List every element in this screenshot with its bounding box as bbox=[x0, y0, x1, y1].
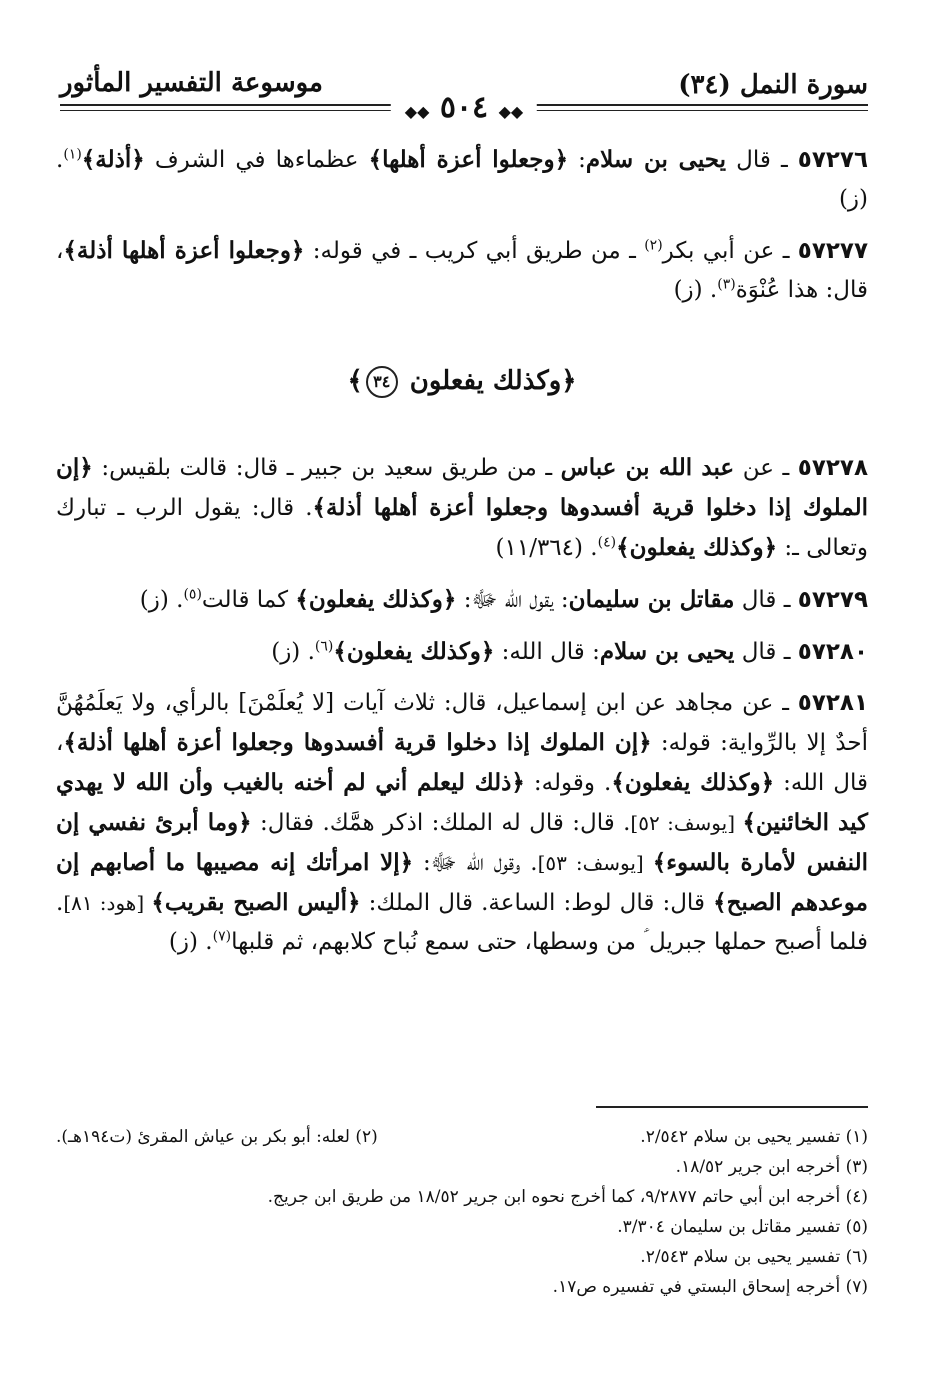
narrator-name: عبد الله بن عباس bbox=[560, 454, 735, 481]
narration-number: ٥٧٢٧٨ bbox=[797, 455, 868, 481]
narration-text: . (ز) bbox=[168, 929, 213, 955]
narration-number: ٥٧٢٧٩ bbox=[797, 587, 868, 613]
narration-text: . (ز) bbox=[56, 147, 868, 212]
ornament-icon: ◆◆ bbox=[498, 102, 524, 121]
verse-heading bbox=[56, 366, 868, 398]
narration-text: . (ز) bbox=[673, 277, 718, 303]
narrator-name: مقاتل بن سليمان bbox=[568, 586, 735, 613]
ornament-icon: ◆◆ bbox=[404, 102, 430, 121]
verse-text: ﴿وكذلك يفعلون bbox=[409, 366, 577, 396]
narration-57276 bbox=[56, 140, 868, 219]
footnote-row bbox=[56, 1122, 868, 1152]
narration-number: ٥٧٢٧٧ bbox=[797, 238, 868, 264]
narration-text: ـ عن أبي بكر bbox=[662, 238, 798, 264]
page-number-text: ٥٠٤ bbox=[439, 90, 489, 125]
narration-text: . وقوله: bbox=[524, 770, 612, 796]
narration-text: ـ قال bbox=[734, 587, 798, 613]
footnote-marker: (٤) bbox=[597, 534, 617, 551]
narration-text: . (ز) bbox=[139, 587, 184, 613]
narration-text: . فلما أصبح حملها جبريل ؑ من وسطها، حتى سمع نُباح كلابهم، ثم قلبها bbox=[56, 890, 868, 955]
verse-reference: [يوسف: ٥٣] bbox=[537, 851, 653, 875]
footnote-4: (٤) أخرجه ابن أبي حاتم ٩/٢٨٧٧، كما أخرج نحوه ابن جرير ١٨/٥٢ من طريق ابن جريج. bbox=[267, 1187, 868, 1207]
footnote-marker: (٢) bbox=[644, 237, 663, 254]
footnote-1: (١) تفسير يحيى بن سلام ٢/٥٤٢. bbox=[640, 1127, 868, 1147]
narration-text: ـ عن bbox=[734, 455, 798, 481]
narration-text: ـ من طريق أبي كريب ـ في قوله: bbox=[304, 238, 645, 264]
narration-text: : يقول الله ﷻ: bbox=[456, 587, 569, 613]
narration-57277 bbox=[56, 231, 868, 310]
footnotes bbox=[56, 1122, 868, 1302]
verse-reference: [هود: ٨١] bbox=[63, 891, 152, 915]
footnote-marker: (٥) bbox=[183, 586, 202, 603]
narration-text: ـ قال bbox=[734, 639, 798, 665]
main-text bbox=[56, 140, 868, 974]
page-number bbox=[391, 90, 537, 125]
quran-quote: ﴿أذلة﴾ bbox=[81, 146, 145, 173]
quran-quote: ﴿إن الملوك إذا دخلوا قرية أفسدوها وجعلوا أعزة أهلها أذلة﴾ bbox=[56, 454, 868, 521]
narrator-name: يحيى بن سلام bbox=[585, 146, 727, 173]
footnote-6: (٦) تفسير يحيى بن سلام ٢/٥٤٣. bbox=[640, 1247, 868, 1267]
quran-quote: ﴿وجعلوا أعزة أهلها﴾ bbox=[368, 146, 569, 173]
narration-text: ـ من طريق سعيد بن جبير ـ قال: قالت بلقيس: bbox=[92, 455, 561, 481]
quran-quote: ﴿إلا امرأتك إنه مصيبها ما أصابهم إن موعدهم الصبح﴾ bbox=[56, 849, 868, 916]
narration-number: ٥٧٢٧٦ bbox=[797, 147, 868, 173]
footnote-separator bbox=[596, 1106, 868, 1108]
narration-text: . قال: يقول الرب ـ تبارك وتعالى ـ: bbox=[56, 495, 868, 561]
ayah-number-icon: ٣٤ bbox=[366, 366, 398, 398]
narration-text: ، قال: هذا عُنْوَة bbox=[56, 238, 868, 303]
quran-quote: ﴿ذلك ليعلم أني لم أخنه بالغيب وأن الله لا يهدي كيد الخائنين﴾ bbox=[56, 769, 868, 836]
footnote-marker: (١) bbox=[63, 146, 82, 163]
verse-reference: [يوسف: ٥٢] bbox=[630, 811, 743, 835]
narration-text: . وقول الله ﷻ: bbox=[413, 850, 538, 876]
page-header bbox=[60, 60, 868, 125]
narration-text: ـ عن مجاهد عن ابن إسماعيل، قال: ثلاث آيات [لا يُعلَمْنَ] بالرأي، ولا يَعلَمُهُنَّ أحدٌ إلا بالرِّواية: قوله: bbox=[56, 690, 868, 756]
surah-title: سورة النمل (٣٤) bbox=[678, 70, 868, 100]
narration-text: : bbox=[568, 147, 586, 173]
narration-text: . (ز) bbox=[271, 639, 315, 665]
quran-quote: ﴿وكذلك يفعلون﴾ bbox=[611, 769, 775, 796]
narration-text: . (١١/٣٦٤) bbox=[495, 535, 598, 561]
verse-close: ﴾ bbox=[347, 366, 363, 396]
quran-quote: ﴿وكذلك يفعلون﴾ bbox=[333, 638, 495, 665]
footnote-marker: (٧) bbox=[212, 928, 232, 945]
footnote-3: (٣) أخرجه ابن جرير ١٨/٥٢. bbox=[675, 1157, 868, 1177]
quran-quote: ﴿أليس الصبح بقريب﴾ bbox=[151, 889, 361, 916]
narration-text: . قال: قال له الملك: اذكر همَّك. فقال: bbox=[251, 810, 631, 836]
quran-quote: ﴿وما أبرئ نفسي إن النفس لأمارة بالسوء﴾ bbox=[56, 809, 869, 876]
narration-text: : قال الله: bbox=[494, 639, 600, 665]
narration-57278 bbox=[56, 448, 868, 568]
footnote-5: (٥) تفسير مقاتل بن سليمان ٣/٣٠٤. bbox=[617, 1217, 868, 1237]
narration-number: ٥٧٢٨١ bbox=[797, 690, 868, 716]
narration-text: ، قال الله: bbox=[56, 730, 868, 796]
book-title: موسوعة التفسير المأثور bbox=[60, 68, 323, 98]
quran-quote: ﴿إن الملوك إذا دخلوا قرية أفسدوها وجعلوا أعزة أهلها أذلة﴾ bbox=[63, 729, 652, 756]
narration-57281 bbox=[56, 684, 868, 962]
narration-text: قال: قال لوط: الساعة. قال الملك: bbox=[360, 890, 714, 916]
quran-quote: ﴿وكذلك يفعلون﴾ bbox=[295, 586, 457, 613]
narration-57279 bbox=[56, 580, 868, 620]
narration-57280 bbox=[56, 632, 868, 672]
footnote-7: (٧) أخرجه إسحاق البستي في تفسيره ص١٧. bbox=[552, 1277, 868, 1297]
narration-text: عظماءها في الشرف bbox=[144, 147, 369, 173]
footnote-marker: (٦) bbox=[314, 638, 334, 655]
quran-quote: ﴿وكذلك يفعلون﴾ bbox=[616, 534, 778, 561]
footnote-marker: (٣) bbox=[717, 276, 736, 293]
narration-text: ـ قال bbox=[726, 147, 798, 173]
quran-quote: ﴿وجعلوا أعزة أهلها أذلة﴾ bbox=[63, 237, 305, 264]
narration-number: ٥٧٢٨٠ bbox=[797, 639, 868, 665]
narration-text: كما قالت bbox=[201, 587, 296, 613]
narrator-name: يحيى بن سلام bbox=[599, 638, 735, 665]
footnote-2: (٢) لعله: أبو بكر بن عياش المقرئ (ت١٩٤هـ). bbox=[56, 1127, 378, 1147]
